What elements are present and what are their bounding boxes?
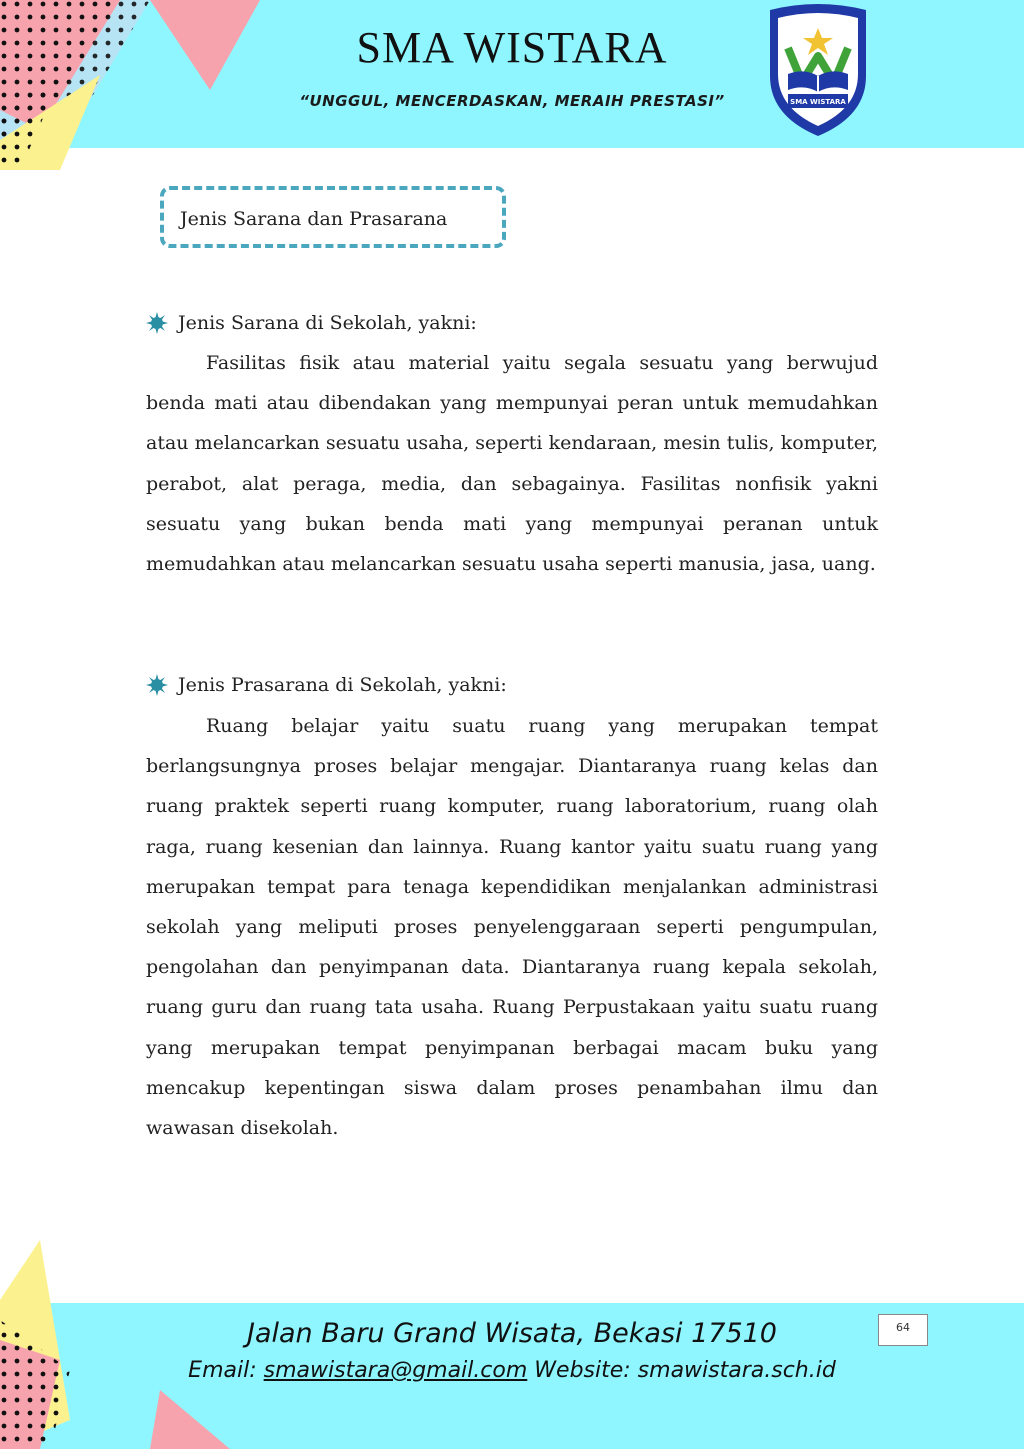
website-link[interactable]: smawistara.sch.id	[637, 1358, 836, 1383]
email-link[interactable]: smawistara@gmail.com	[263, 1358, 528, 1383]
bullet-heading-text: Jenis Prasarana di Sekolah, yakni:	[178, 674, 507, 696]
bullet-star-icon	[146, 312, 168, 334]
bullet-heading-prasarana	[146, 674, 507, 696]
bullet-star-icon	[146, 674, 168, 696]
footer-contact	[0, 1358, 1024, 1383]
page-number: 64	[878, 1314, 928, 1346]
school-motto: “UNGGUL, MENCERDASKAN, MERAIH PRESTASI”	[299, 92, 725, 110]
bullet-heading-text: Jenis Sarana di Sekolah, yakni:	[178, 312, 477, 334]
paragraph-text: Fasilitas fisik atau material yaitu segala sesuatu yang berwujud benda mati atau dibendakan yang mempunyai peran untuk memudahkan atau melancarkan sesuatu usaha, seperti kendaraan, mesin tulis, komputer, perabot, alat peraga, media, dan sebagainya. Fasilitas nonfisik yakni sesuatu yang bukan benda mati yang mempunyai peranan untuk memudahkan atau melancarkan sesuatu usaha seperti manusia, jasa, uang.	[146, 352, 878, 576]
paragraph-prasarana	[146, 706, 878, 1148]
bullet-heading-sarana	[146, 312, 477, 334]
email-label: Email:	[188, 1358, 264, 1383]
school-name: SMA WISTARA	[356, 23, 668, 72]
footer-address: Jalan Baru Grand Wisata, Bekasi 17510	[247, 1318, 777, 1349]
section-title: Jenis Sarana dan Prasarana	[180, 208, 448, 230]
logo-text: SMA WISTARA	[790, 98, 846, 106]
paragraph-text: Ruang belajar yaitu suatu ruang yang merupakan tempat berlangsungnya proses belajar mengajar. Diantaranya ruang kelas dan ruang praktek seperti ruang komputer, ruang laboratorium, ruang olah raga, ruang kesenian dan lainnya. Ruang kantor yaitu suatu ruang yang merupakan tempat para tenaga kependidikan menjalankan administrasi sekolah yang meliputi proses penyelenggaraan seperti pengumpulan, pengolahan dan penyimpanan data. Diantaranya ruang kepala sekolah, ruang guru dan ruang tata usaha. Ruang Perpustakaan yaitu suatu ruang yang merupakan tempat penyimpanan berbagai macam buku yang mencakup kepentingan siswa dalam proses penambahan ilmu dan wawasan disekolah.	[146, 715, 878, 1140]
section-title-box	[160, 186, 506, 248]
paragraph-sarana	[146, 343, 878, 584]
website-label: Website:	[527, 1358, 638, 1383]
school-logo	[764, 4, 872, 140]
